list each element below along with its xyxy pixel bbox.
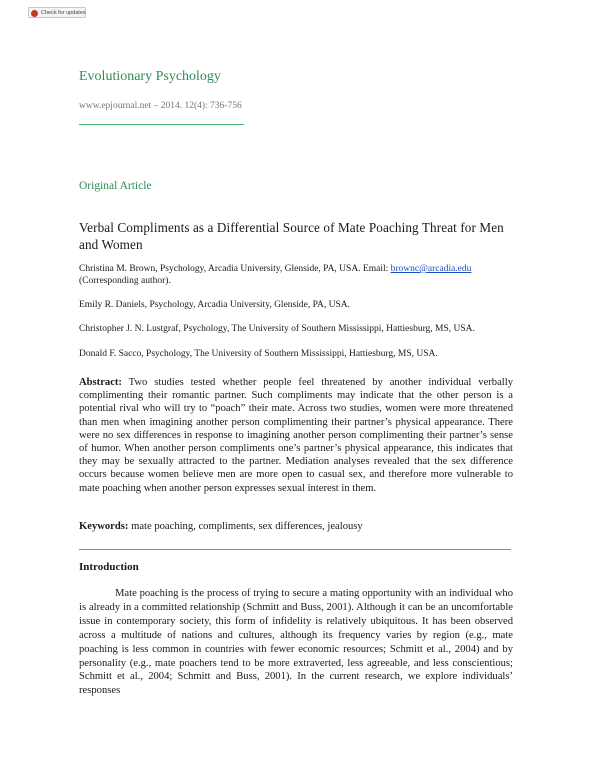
keywords-text: mate poaching, compliments, sex differences, jealousy	[128, 521, 363, 532]
author-3: Christopher J. N. Lustgraf, Psychology, The University of Southern Mississippi, Hattiesburg, MS, USA.	[79, 324, 475, 334]
author-email-link[interactable]: brownc@arcadia.edu	[390, 264, 472, 274]
abstract	[79, 376, 513, 495]
author-1-affiliation: Christina M. Brown, Psychology, Arcadia University, Glenside, PA, USA. Email:	[79, 264, 391, 274]
author-4: Donald F. Sacco, Psychology, The University of Southern Mississippi, Hattiesburg, MS, USA.	[79, 349, 438, 359]
article-type: Original Article	[79, 180, 152, 192]
journal-citation: www.epjournal.net – 2014. 12(4): 736-756	[79, 101, 242, 111]
badge-label: Check for updates	[41, 10, 86, 16]
introduction-heading: Introduction	[79, 561, 139, 573]
abstract-label: Abstract:	[79, 377, 122, 388]
keywords	[79, 521, 513, 532]
check-updates-icon	[31, 10, 38, 17]
journal-name: Evolutionary Psychology	[79, 69, 221, 84]
check-for-updates-badge[interactable]	[28, 7, 86, 18]
author-1	[79, 263, 515, 287]
keywords-label: Keywords:	[79, 521, 129, 532]
header-divider	[79, 124, 244, 125]
introduction-paragraph: Mate poaching is the process of trying to secure a mating opportunity with an individual who is already in a committed relationship (Schmitt and Buss, 2001). Although it can be an uncomfortable issue in contemporary society, this form of infidelity is relatively ubiquitous. It has been observed across a multitude of nations and cultures, although its frequency varies by region (e.g., mate poaching is less common in countries with fewer economic resources; Schmitt et al., 2004) and by personality (e.g., mate poachers tend to be more extraverted, less agreeable, and less conscientious; Schmitt et al., 2004; Schmitt and Buss, 2001). In the current research, we explore individuals’ responses	[79, 588, 513, 697]
article-title: Verbal Compliments as a Differential Source of Mate Poaching Threat for Men and Women	[79, 220, 504, 252]
abstract-text: Two studies tested whether people feel threatened by another individual verbally complimenting their romantic partner. Such compliments may indicate that the other person is a potential rival who will try to “poach” their mate. Across two studies, women were more threatened than men when imagining another person complimenting their partner’s physical appearance. There were no sex differences in response to imagining another person complimenting their partner’s sense of humor. When another person compliments one’s partner’s physical appearance, this indicates that they may be sexually attracted to the partner. Mediation analyses revealed that the sex difference occurs because women believe men are more open to casual sex, and therefore more vulnerable to mate poaching when another person expresses sexual interest in them.	[79, 377, 513, 494]
section-divider	[79, 549, 511, 550]
author-1-note: (Corresponding author).	[79, 276, 171, 286]
author-2: Emily R. Daniels, Psychology, Arcadia University, Glenside, PA, USA.	[79, 300, 350, 310]
